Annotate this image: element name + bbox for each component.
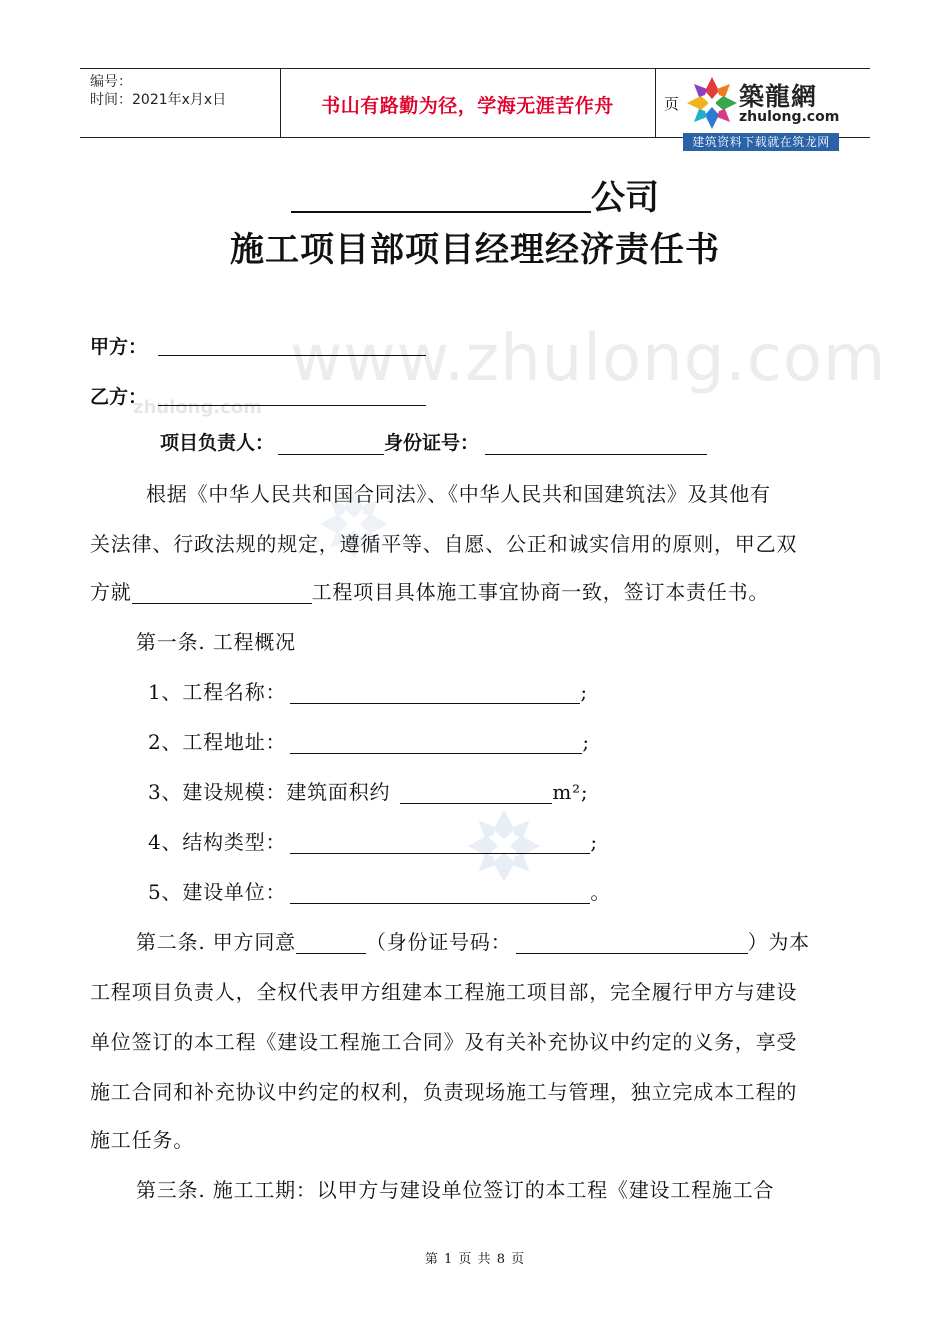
para1-line2: 关法律、行政法规的规定，遵循平等、自愿、公正和诚实信用的原则，甲乙双: [90, 532, 798, 556]
header-motto: 书山有路勤为径，学海无涯苦作舟: [321, 95, 614, 117]
party-a-blank[interactable]: [158, 355, 426, 356]
project-leader-label: 项目负责人：: [160, 432, 275, 454]
id-number-label: 身份证号：: [384, 432, 480, 454]
item-construction-scale: [148, 780, 588, 804]
para1-line1: 根据《中华人民共和国合同法》、《中华人民共和国建筑法》及其他有: [146, 482, 771, 506]
item5-label: 5、建设单位：: [148, 880, 287, 904]
item2-semicolon: ;: [582, 730, 590, 754]
logo-tagline: 建筑资料下载就在筑龙网: [683, 133, 839, 151]
item3-blank[interactable]: [400, 781, 552, 804]
item-construction-unit: [148, 880, 611, 904]
item4-label: 4、结构类型：: [148, 830, 287, 854]
article2-id-label: （身份证号码：: [365, 930, 512, 954]
item1-label: 1、工程名称：: [148, 680, 287, 704]
item5-blank[interactable]: [290, 881, 590, 904]
page-footer: 第 1 页 共 8 页: [424, 1252, 526, 1267]
company-name-blank[interactable]: [291, 175, 591, 213]
para1-line3-start: 方就: [90, 580, 132, 604]
article2-line4: 施工合同和补充协议中约定的权利，负责现场施工与管理，独立完成本工程的: [90, 1080, 798, 1104]
leader-id-blank[interactable]: [516, 931, 748, 954]
item3-label: 3、建设规模：建筑面积约: [148, 780, 391, 804]
project-leader-blank[interactable]: [278, 432, 384, 455]
party-b-label: 乙方：: [90, 386, 148, 408]
project-name-blank[interactable]: [132, 581, 312, 604]
item4-semicolon: ;: [590, 830, 598, 854]
watermark-url: www.zhulong.com: [290, 322, 887, 396]
date-label: 时间：2021年x月x日: [90, 92, 227, 108]
article2-line2: 工程项目负责人，全权代表甲方组建本工程施工项目部，完全履行甲方与建设: [90, 980, 798, 1004]
item5-period: 。: [590, 880, 612, 904]
id-number-blank[interactable]: [485, 432, 707, 455]
article3-line1: 第三条. 施工工期：以甲方与建设单位签订的本工程《建设工程施工合: [136, 1178, 775, 1202]
logo-brand: 築龍網: [739, 82, 818, 111]
item3-unit: m²;: [552, 780, 589, 804]
header-meta: [90, 73, 226, 109]
item-project-address: [148, 730, 590, 754]
article2-line3: 单位签订的本工程《建设工程施工合同》及有关补充协议中约定的义务，享受: [90, 1030, 798, 1054]
header-page-label: 页: [664, 95, 680, 113]
article2-end: ）为本: [747, 930, 810, 954]
party-a-label: 甲方：: [90, 336, 148, 358]
item-structure-type: [148, 830, 598, 854]
document-title: 施工项目部项目经理经济责任书: [230, 230, 720, 270]
zhulong-logo[interactable]: [683, 73, 839, 153]
item4-blank[interactable]: [290, 831, 590, 854]
article2-line5: 施工任务。: [90, 1128, 194, 1152]
item2-blank[interactable]: [290, 731, 582, 754]
party-b-field: [90, 382, 470, 406]
serial-number-label: 编号：: [90, 74, 132, 90]
watermark-domain: zhulong.com: [133, 397, 262, 418]
project-leader-row: [160, 428, 707, 455]
company-title: [0, 170, 950, 219]
logo-snowflake-icon: [685, 75, 739, 131]
party-b-blank[interactable]: [158, 405, 426, 406]
leader-name-blank[interactable]: [296, 931, 366, 954]
item1-blank[interactable]: [290, 681, 580, 704]
company-suffix: 公司: [591, 178, 659, 218]
item1-semicolon: ;: [580, 680, 588, 704]
article1-heading: 第一条. 工程概况: [136, 630, 296, 654]
item-project-name: [148, 680, 588, 704]
para1-line3-end: 工程项目具体施工事宜协商一致，签订本责任书。: [311, 580, 770, 604]
article2-line1: [136, 930, 810, 954]
item2-label: 2、工程地址：: [148, 730, 287, 754]
logo-domain: zhulong.com: [739, 109, 840, 125]
party-a-field: [90, 332, 470, 356]
header-divider: [655, 69, 656, 137]
para1-line3: [90, 580, 769, 604]
article2-start: 第二条. 甲方同意: [136, 930, 296, 954]
